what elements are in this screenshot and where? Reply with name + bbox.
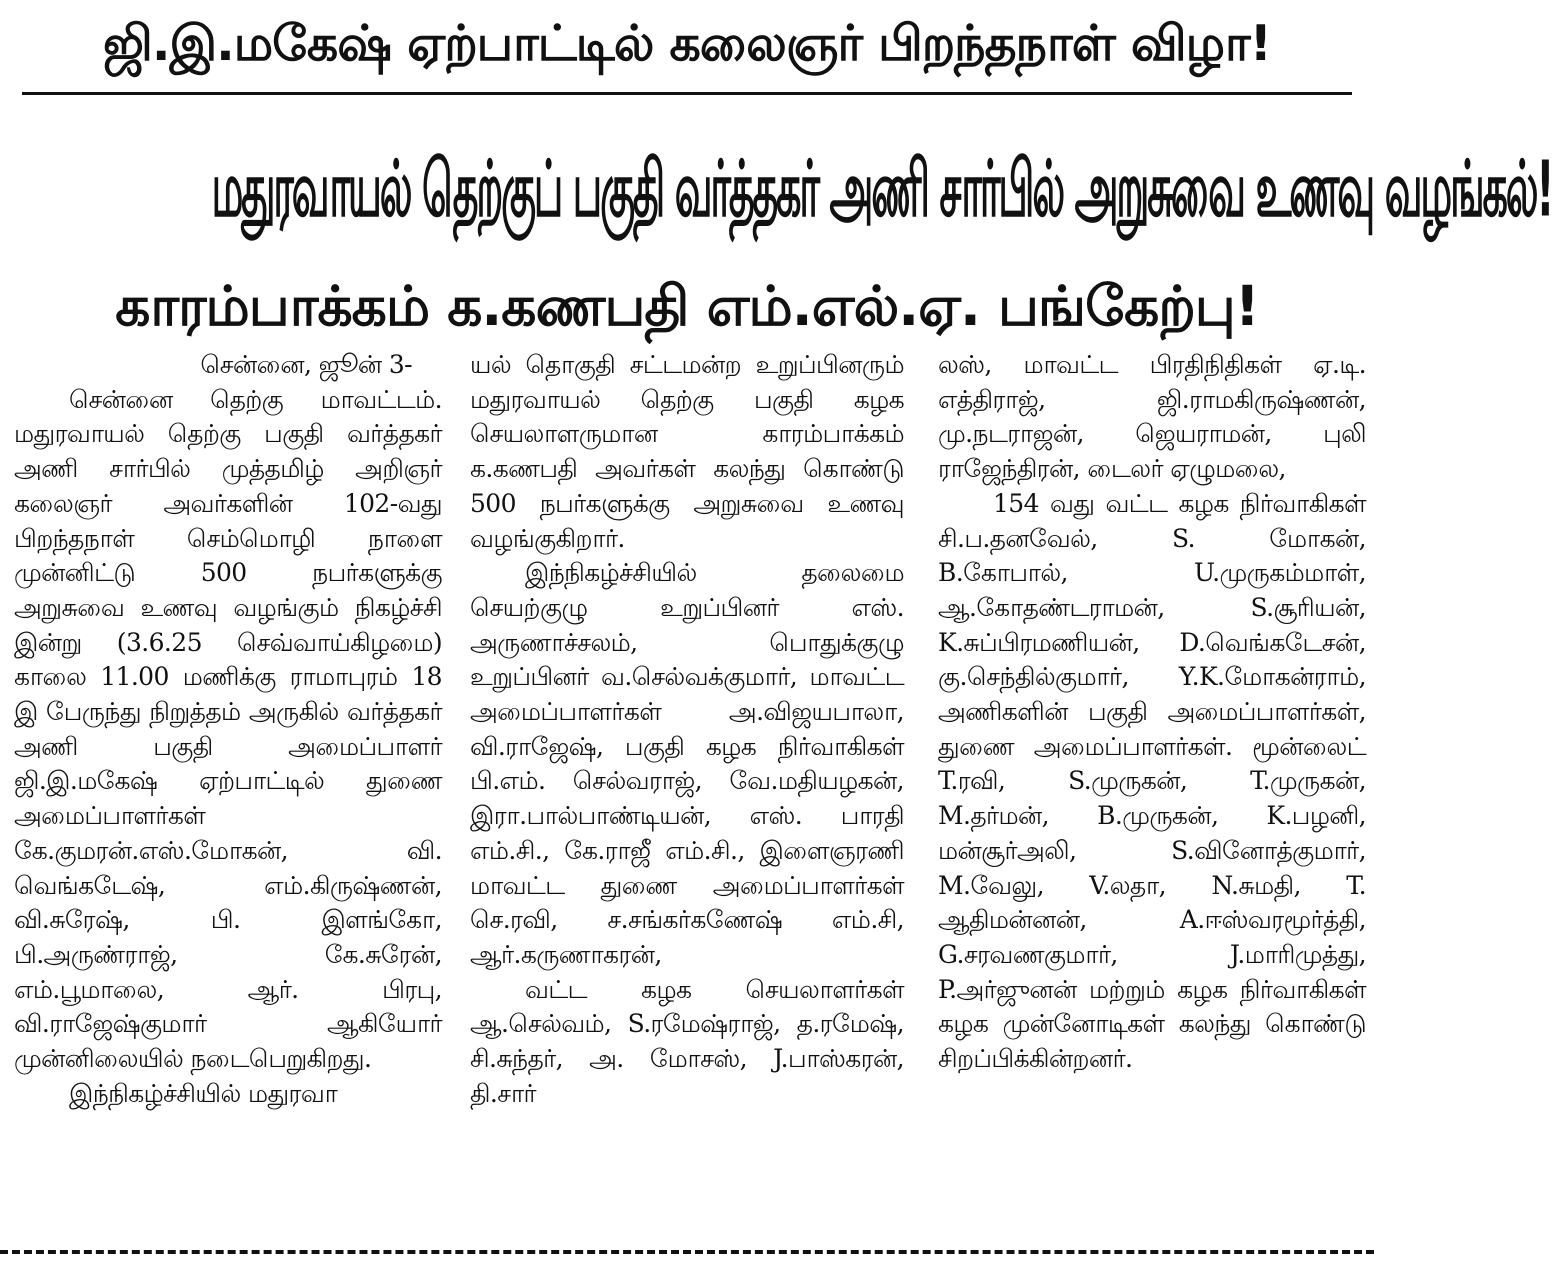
article-paragraph: சென்னை தெற்கு மாவட்டம். மதுரவாயல் தெற்கு பகுதி வர்த்தகர் அணி சார்பில் முத்தமிழ் அறிஞர் கலைஞர் அவர்களின் 102-வது பிறந்தநாள் செம்மொழி நாளை முன்னிட்டு 500 நபர்களுக்கு அறுசுவை உணவு வழங்கும் நிகழ்ச்சி இன்று (3.6.25 செவ்வாய்கிழமை) காலை 11.00 மணிக்கு ராமாபுரம் 18 இ பேருந்து நிறுத்தம் அருகில் வர்த்தகர் அணி பகுதி அமைப்பாளர் ஜி.இ.மகேஷ் ஏற்பாட்டில் துணை அமைப்பாளர்கள் கே.குமரன்.எஸ்.மோகன், வி. வெங்கடேஷ், எம்.கிருஷ்ணன், வி.சுரேஷ், பி. இளங்கோ, பி.அருண்ராஜ், கே.சுரேன், எம்.பூமாலை, ஆர். பிரபு, வி.ராஜேஷ்குமார் ஆகியோர் முன்னிலையில் நடைபெறுகிறது. [14, 384, 442, 1074]
article-column-3 [938, 348, 1366, 1248]
headline-main: மதுரவாயல் தெற்குப் பகுதி வர்த்தகர் அணி சார்பில் அறுசுவை உணவு வழங்கல்! [211, 145, 1552, 235]
bottom-dashed-rule [0, 1250, 1374, 1254]
article-paragraph: லஸ், மாவட்ட பிரதிநிதிகள் ஏ.டி. எத்திராஜ், ஜி.ராமகிருஷ்ணன், மு.நடராஜன், ஜெயராமன், புலி ராஜேந்திரன், டைலர் ஏழுமலை, [938, 350, 1366, 484]
article-paragraph: இந்நிகழ்ச்சியில் தலைமை செயற்குழு உறுப்பினர் எஸ். அருணாச்சலம், பொதுக்குழு உறுப்பினர் வ.செல்வக்குமார், மாவட்ட அமைப்பாளர்கள் அ.விஜயபாலா, வி.ராஜேஷ், பகுதி கழக நிர்வாகிகள் பி.எம். செல்வராஜ், வே.மதியழகன், இரா.பால்பாண்டியன், எஸ். பாரதி எம்.சி., கே.ராஜீ எம்.சி., இளைஞரணி மாவட்ட துணை அமைப்பாளர்கள் செ.ரவி, ச.சங்கர்கணேஷ் எம்.சி, ஆர்.கருணாகரன், [470, 558, 904, 969]
article-column-1 [14, 348, 442, 1248]
headline-divider [22, 92, 1352, 95]
article-dateline: சென்னை, ஜூன் 3- [200, 350, 412, 379]
article-paragraph: யல் தொகுதி சட்டமன்ற உறுப்பினரும் மதுரவாயல் தெற்கு பகுதி கழக செயலாளருமான காரம்பாக்கம் க.கணபதி அவர்கள் கலந்து கொண்டு 500 நபர்களுக்கு அறுசுவை உணவு வழங்குகிறார். [470, 350, 904, 553]
article-column-2 [470, 348, 904, 1248]
headline-sub: காரம்பாக்கம் க.கணபதி எம்.எல்.ஏ. பங்கேற்பு! [115, 274, 1259, 338]
article-paragraph: இந்நிகழ்ச்சியில் மதுரவா [69, 1078, 338, 1108]
article-paragraph: வட்ட கழக செயலாளர்கள் ஆ.செல்வம், S.ரமேஷ்ராஜ், த.ரமேஷ், சி.சுந்தர், அ. மோசஸ், J.பாஸ்கரன், தி.சார் [470, 974, 904, 1108]
article-paragraph: 154 வது வட்ட கழக நிர்வாகிகள் சி.ப.தனவேல், S. மோகன், B.கோபால், U.முருகம்மாள், ஆ.கோதண்டராமன், S.சூரியன், K.சுப்பிரமணியன், D.வெங்கடேசன், கு.செந்தில்குமார், Y.K.மோகன்ராம், அணிகளின் பகுதி அமைப்பாளர்கள், துணை அமைப்பாளர்கள். மூன்லைட் T.ரவி, S.முருகன், T.முருகன், M.தர்மன், B.முருகன், K.பழனி, மன்சூர்அலி, S.வினோத்குமார், M.வேலு, V.லதா, N.சுமதி, T. ஆதிமன்னன், A.ஈஸ்வரமூர்த்தி, G.சரவணகுமார், J.மாரிமுத்து, P.அர்ஜுனன் மற்றும் கழக நிர்வாகிகள் கழக முன்னோடிகள் கலந்து கொண்டு சிறப்பிக்கின்றனர். [938, 488, 1366, 1074]
headline-top: ஜி.இ.மகேஷ் ஏற்பாட்டில் கலைஞர் பிறந்தநாள் விழா! [103, 15, 1271, 72]
